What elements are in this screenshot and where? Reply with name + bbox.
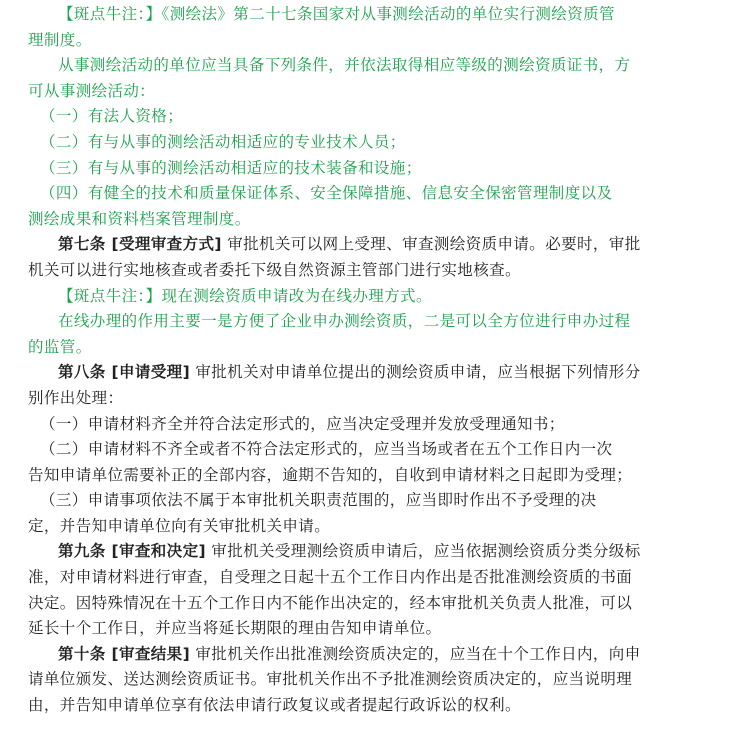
annotation-text: 理制度。: [28, 30, 92, 49]
article-heading: 第七条 [受理审查方式]: [58, 235, 222, 254]
regulation-line: [28, 412, 724, 438]
regulation-text: 由，并告知申请单位享有依法申请行政复议或者提起行政诉讼的权利。: [28, 696, 521, 715]
annotation-text: 从事测绘活动的单位应当具备下列条件，并依法取得相应等级的测绘资质证书，方: [58, 56, 631, 75]
article-heading-line: [28, 360, 724, 386]
regulation-text: （一）申请材料齐全并符合法定形式的，应当决定受理并发放受理通知书；: [40, 414, 565, 433]
annotation-text: 【斑点牛注：】现在测绘资质申请改为在线办理方式。: [58, 286, 432, 305]
article-heading-line: [28, 539, 724, 565]
regulation-line: [28, 386, 724, 412]
article-heading-line: [28, 232, 724, 258]
regulation-text: 延长十个工作日，并应当将延长期限的理由告知申请单位。: [28, 619, 442, 638]
article-text: 审批机关对申请单位提出的测绘资质申请，应当根据下列情形分: [190, 363, 641, 382]
article-heading-line: [28, 642, 724, 668]
regulation-text: （三）申请事项依法不属于本审批机关职责范围的，应当即时作出不予受理的决: [40, 491, 597, 510]
regulation-line: [28, 258, 724, 284]
annotation-line: [28, 53, 724, 79]
regulation-line: [28, 488, 724, 514]
regulation-line: [28, 693, 724, 719]
annotation-text: 的监管。: [28, 337, 92, 356]
regulation-text: 准，对申请材料进行审查，自受理之日起十五个工作日内作出是否批准测绘资质的书面: [28, 568, 633, 587]
annotation-text: （一）有法人资格；: [40, 107, 184, 126]
annotation-text: 测绘成果和资料档案管理制度。: [28, 209, 251, 228]
annotation-text: （四）有健全的技术和质量保证体系、安全保障措施、信息安全保密管理制度以及: [40, 184, 613, 203]
annotation-text: 【斑点牛注：】《测绘法》第二十七条国家对从事测绘活动的单位实行测绘资质管: [58, 5, 615, 23]
annotation-text: 可从事测绘活动：: [28, 81, 156, 100]
regulation-text: 别作出处理：: [28, 388, 124, 407]
article-text: 审批机关作出批准测绘资质决定的，应当在十个工作日内，向申: [190, 644, 641, 663]
article-text: 审批机关受理测绘资质申请后，应当依据测绘资质分类分级标: [205, 542, 641, 561]
regulation-text: 机关可以进行实地核查或者委托下级自然资源主管部门进行实地核查。: [28, 260, 521, 279]
article-heading: 第八条 [申请受理]: [58, 363, 191, 382]
annotation-line: [28, 309, 724, 335]
regulation-text: 告知申请单位需要补正的全部内容，逾期不告知的，自收到申请材料之日起即为受理；: [28, 465, 633, 484]
regulation-line: [28, 667, 724, 693]
annotation-line: [28, 104, 724, 130]
regulation-line: [28, 591, 724, 617]
annotation-text: 在线办理的作用主要一是方便了企业申办测绘资质，二是可以全方位进行申办过程: [58, 312, 631, 331]
annotation-line: [28, 2, 724, 28]
regulation-line: [28, 463, 724, 489]
regulation-text: 决定。因特殊情况在十五个工作日内不能作出决定的，经本审批机关负责人批准，可以: [28, 593, 633, 612]
regulation-text: （二）申请材料不齐全或者不符合法定形式的，应当当场或者在五个工作日内一次: [40, 440, 613, 459]
annotation-line: [28, 130, 724, 156]
regulation-text: 请单位颁发、送达测绘资质证书。审批机关作出不予批准测绘资质决定的，应当说明理: [28, 670, 633, 689]
regulation-line: [28, 565, 724, 591]
annotation-line: [28, 79, 724, 105]
annotation-line: [28, 181, 724, 207]
regulation-line: [28, 437, 724, 463]
annotation-line: [28, 207, 724, 233]
regulation-line: [28, 514, 724, 540]
article-heading: 第九条 [审查和决定]: [58, 542, 206, 561]
annotation-line: [28, 156, 724, 182]
article-heading: 第十条 [审查结果]: [58, 644, 191, 663]
annotation-text: （三）有与从事的测绘活动相适应的技术装备和设施；: [40, 158, 422, 177]
annotation-text: （二）有与从事的测绘活动相适应的专业技术人员；: [40, 132, 406, 151]
annotation-line: [28, 28, 724, 54]
regulation-line: [28, 616, 724, 642]
regulation-text: 定，并告知申请单位向有关审批机关申请。: [28, 516, 331, 535]
annotation-line: [28, 284, 724, 310]
annotation-line: [28, 335, 724, 361]
article-text: 审批机关可以网上受理、审查测绘资质申请。必要时，审批: [221, 235, 641, 254]
